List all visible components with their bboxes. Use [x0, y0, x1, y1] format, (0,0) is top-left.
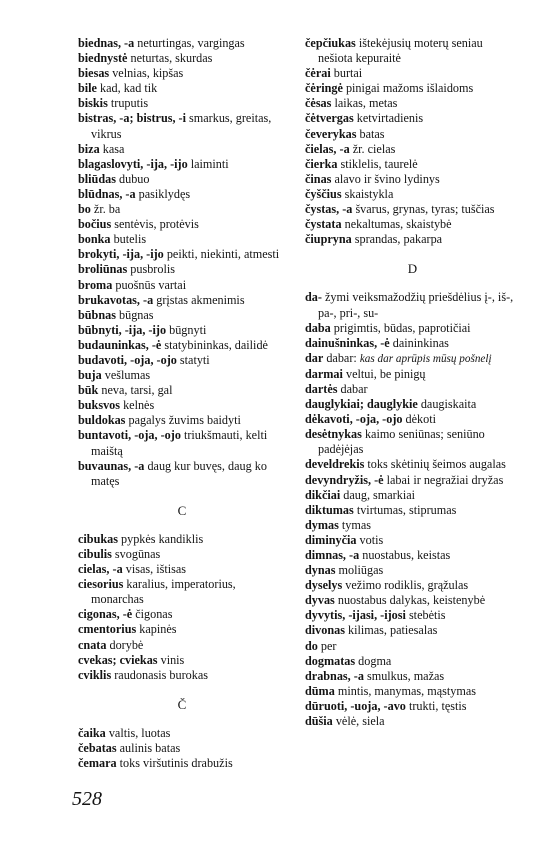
dictionary-entry [305, 563, 520, 578]
entry-definition: dabar: [323, 350, 360, 365]
entry-headword: čaika [78, 725, 106, 740]
entry-definition: per [317, 638, 337, 653]
dictionary-entry [78, 459, 286, 489]
dictionary-entry [305, 473, 520, 488]
entry-definition: velnias, kipšas [109, 66, 184, 81]
dictionary-entry [78, 726, 286, 741]
entry-definition: trukti, tęstis [405, 698, 467, 713]
entry-headword: daba [305, 320, 331, 335]
entry-headword: dikčiai [305, 487, 341, 502]
entry-definition: daug, smarkiai [340, 487, 416, 502]
dictionary-entry [305, 321, 520, 336]
entry-headword: biednas, -a [78, 36, 135, 50]
dictionary-entry [78, 562, 286, 577]
entry-definition: dogma [355, 653, 392, 668]
entry-headword: cibulis [78, 547, 112, 561]
dictionary-entry [78, 398, 286, 413]
dictionary-entry [305, 81, 520, 96]
entry-headword: čystas, -a [305, 202, 353, 217]
entry-headword: dimnas, -a [305, 548, 360, 562]
entry-definition: žr. ba [90, 202, 121, 217]
entry-definition: valtis, luotas [105, 725, 171, 740]
entry-headword: broliūnas [78, 262, 128, 277]
dictionary-entry [305, 684, 520, 699]
entry-definition: raudonasis burokas [111, 667, 208, 682]
dictionary-entry [78, 741, 286, 756]
entry-definition: vinis [157, 652, 185, 667]
entry-headword: da- [305, 290, 322, 305]
entry-headword: dar [305, 350, 324, 365]
dictionary-entry [305, 336, 520, 351]
entry-definition: alavo ir švino lydinys [331, 171, 440, 186]
entry-headword: cibukas [78, 531, 118, 546]
entry-definition: dabar [337, 381, 368, 396]
section-letter: C [177, 502, 187, 518]
dictionary-entry [78, 756, 286, 771]
dictionary-entry [78, 353, 286, 368]
entry-headword: bo [78, 202, 91, 217]
dictionary-entry [78, 247, 286, 262]
entry-definition: aulinis batas [116, 741, 181, 756]
dictionary-entry [305, 699, 520, 714]
entry-definition: statyti [176, 352, 210, 367]
entry-definition: neva, tarsi, gal [98, 383, 173, 398]
dictionary-entry [78, 668, 286, 683]
entry-definition: pasiklydęs [135, 186, 191, 201]
dictionary-entry [305, 202, 520, 217]
dictionary-entry [305, 172, 520, 187]
entry-definition: votis [356, 532, 384, 547]
entry-definition: kad, kad tik [96, 81, 158, 96]
left-column [78, 36, 286, 771]
entry-headword: diminyčia [305, 532, 357, 547]
entry-headword: čyščius [305, 186, 342, 201]
entry-headword: dėkavoti, -oja, -ojo [305, 412, 403, 427]
dictionary-entry [78, 653, 286, 668]
dictionary-entry [78, 96, 286, 111]
entry-definition: tvirtumas, stiprumas [353, 502, 457, 517]
entry-definition: pinigai mažoms išlaidoms [342, 81, 474, 96]
dictionary-entry [78, 111, 286, 141]
dictionary-entry [78, 323, 286, 338]
entry-definition: neturtas, skurdas [127, 51, 213, 66]
dictionary-entry [305, 351, 520, 367]
entry-example: kas dar aprūpis mūsų pošnelį [359, 352, 492, 365]
entry-definition: moliūgas [335, 563, 384, 578]
entry-headword: develdrekis [305, 457, 365, 472]
entry-headword: ciesorius [78, 577, 124, 592]
dictionary-entry [305, 96, 520, 111]
entry-headword: budauninkas, -ė [78, 337, 162, 352]
dictionary-entry [78, 172, 286, 187]
dictionary-entry [305, 397, 520, 412]
dictionary-entry [78, 638, 286, 653]
dictionary-entry [78, 51, 286, 66]
dictionary-entry [78, 622, 286, 637]
entry-definition: kaimo seniūnas; seniūno padėjėjas [318, 427, 485, 457]
entry-headword: dyvytis, -ijasi, -ijosi [305, 608, 406, 623]
dictionary-entry [78, 66, 286, 81]
entry-definition: triukšmauti, kelti maištą [91, 428, 268, 458]
entry-definition: puošnūs vartai [112, 277, 187, 292]
entry-headword: cielas, -a [78, 562, 123, 577]
entry-definition: būgnyti [166, 322, 207, 337]
entry-definition: skaistykla [341, 186, 394, 201]
entry-definition: ketvirtadienis [353, 111, 424, 126]
dictionary-entry [78, 278, 286, 293]
entry-definition: nuostabus dalykas, keistenybė [334, 593, 486, 608]
entry-definition: pypkės kandiklis [117, 531, 204, 546]
dictionary-entry [305, 548, 520, 563]
entry-headword: biza [78, 141, 100, 156]
dictionary-entry [78, 577, 286, 607]
entry-headword: diktumas [305, 502, 354, 517]
entry-definition: butelis [110, 232, 147, 247]
entry-headword: divonas [305, 623, 345, 638]
entry-definition: smulkus, mažas [363, 668, 445, 683]
entry-headword: biednystė [78, 51, 128, 66]
entry-headword: cnata [78, 637, 107, 652]
entry-definition: kasa [99, 141, 125, 156]
dictionary-entry [78, 532, 286, 547]
entry-headword: čystata [305, 217, 342, 232]
dictionary-entry [305, 66, 520, 81]
entry-definition: mintis, manymas, mąstymas [334, 683, 476, 698]
dictionary-entry [305, 639, 520, 654]
dictionary-entry [305, 187, 520, 202]
entry-definition: dubuo [115, 171, 150, 186]
entry-definition: pusbrolis [127, 262, 175, 277]
entry-definition: daugiskaita [417, 397, 477, 412]
entry-definition: veltui, be pinigų [342, 366, 426, 381]
dictionary-entry [305, 623, 520, 638]
entry-headword: čėsas [305, 96, 332, 111]
dictionary-entry [305, 367, 520, 382]
dictionary-entry [78, 262, 286, 277]
dictionary-entry [305, 382, 520, 397]
entry-headword: cigonas, -ė [78, 607, 133, 622]
dictionary-entry [305, 157, 520, 172]
dictionary-entry [78, 36, 286, 51]
entry-definition: vežimo rodiklis, grąžulas [342, 578, 469, 593]
dictionary-entry [305, 578, 520, 593]
entry-headword: dūruoti, -uoja, -avo [305, 698, 406, 713]
dictionary-entry [78, 547, 286, 562]
entry-definition: toks skėtinių šeimos augalas [364, 457, 506, 472]
entry-headword: bliūdas [78, 171, 116, 186]
entry-headword: biesas [78, 66, 110, 81]
dictionary-entry [78, 413, 286, 428]
dictionary-entry [305, 518, 520, 533]
entry-headword: čielas, -a [305, 141, 350, 156]
dictionary-entry [78, 383, 286, 398]
entry-headword: dūma [305, 683, 335, 698]
entry-headword: čėtvergas [305, 111, 354, 126]
dictionary-entry [305, 654, 520, 669]
entry-headword: cvekas; cviekas [78, 652, 158, 667]
section-letter: D [407, 261, 418, 277]
entry-headword: bočius [78, 217, 112, 232]
entry-headword: čierka [305, 156, 338, 171]
entry-definition: žymi veiksmažodžių priešdėlius į-, iš-, pa-, pri-, su- [318, 290, 514, 320]
dictionary-entry [78, 232, 286, 247]
entry-definition: dorybė [106, 637, 144, 652]
entry-definition: nekaltumas, skaistybė [341, 217, 452, 232]
dictionary-entry [305, 457, 520, 472]
entry-headword: čemara [78, 756, 117, 771]
dictionary-entry [305, 111, 520, 126]
entry-definition: laikas, metas [331, 96, 398, 111]
entry-headword: buvaunas, -a [78, 458, 145, 473]
page-number: 528 [72, 788, 102, 810]
dictionary-entry [78, 202, 286, 217]
entry-definition: truputis [107, 96, 149, 111]
entry-headword: dyselys [305, 578, 343, 593]
entry-definition: dėkoti [402, 412, 437, 427]
entry-headword: buksvos [78, 398, 121, 413]
entry-headword: činas [305, 171, 332, 186]
dictionary-entry [305, 503, 520, 518]
entry-headword: dainušninkas, -ė [305, 335, 390, 350]
entry-definition: kapinės [136, 622, 177, 637]
dictionary-entry [305, 142, 520, 157]
dictionary-entry [78, 428, 286, 458]
entry-definition: neturtingas, vargingas [134, 36, 245, 50]
dictionary-entry [305, 669, 520, 684]
entry-headword: buldokas [78, 413, 126, 428]
entry-headword: čebatas [78, 741, 117, 756]
entry-definition: grįstas akmenimis [153, 292, 245, 307]
entry-headword: dynas [305, 563, 336, 578]
entry-definition: vėlė, siela [332, 714, 385, 729]
entry-headword: čėringė [305, 81, 343, 96]
entry-headword: drabnas, -a [305, 668, 364, 683]
entry-definition: švarus, grynas, tyras; tuščias [352, 202, 495, 217]
dictionary-entry [78, 81, 286, 96]
entry-headword: broma [78, 277, 113, 292]
entry-headword: būbnas [78, 307, 116, 322]
entry-headword: čėrai [305, 66, 331, 81]
dictionary-entry [305, 608, 520, 623]
dictionary-entry [78, 142, 286, 157]
entry-definition: pagalys žuvims baidyti [125, 413, 241, 428]
dictionary-entry [305, 232, 520, 247]
entry-definition: stebėtis [405, 608, 446, 623]
entry-definition: nuostabus, keistas [359, 548, 451, 562]
entry-headword: čepčiukas [305, 36, 356, 50]
entry-headword: do [305, 638, 318, 653]
entry-definition: sprandas, pakarpa [351, 232, 443, 247]
entry-definition: prigimtis, būdas, paprotičiai [330, 320, 471, 335]
dictionary-entry [305, 412, 520, 427]
entry-definition: laiminti [187, 156, 229, 171]
entry-definition: statybininkas, dailidė [161, 337, 268, 352]
entry-definition: peikti, niekinti, atmesti [163, 247, 280, 262]
entry-headword: dogmatas [305, 653, 356, 668]
dictionary-entry [78, 293, 286, 308]
entry-definition: ištekėjusių moterų seniau nešiota kepuraitė [318, 36, 483, 66]
entry-definition: kilimas, patiesalas [344, 623, 438, 638]
dictionary-entry [78, 607, 286, 622]
dictionary-entry [305, 533, 520, 548]
entry-headword: biskis [78, 96, 108, 111]
entry-headword: čeverykas [305, 126, 357, 141]
entry-headword: cmentorius [78, 622, 137, 637]
entry-definition: kelnės [120, 398, 155, 413]
entry-headword: budavoti, -oja, -ojo [78, 352, 177, 367]
entry-definition: burtai [330, 66, 363, 81]
entry-definition: stiklelis, taurelė [337, 156, 418, 171]
dictionary-entry [78, 187, 286, 202]
dictionary-entry [78, 338, 286, 353]
entry-definition: toks viršutinis drabužis [116, 756, 233, 771]
dictionary-entry [305, 290, 520, 320]
dictionary-entry [305, 127, 520, 142]
entry-headword: buntavoti, -oja, -ojo [78, 428, 181, 443]
entry-definition: svogūnas [111, 547, 161, 561]
entry-headword: devyndryžis, -ė [305, 472, 384, 487]
dictionary-entry [78, 217, 286, 232]
entry-headword: būbnyti, -ija, -ijo [78, 322, 167, 337]
entry-definition: būgnas [115, 307, 154, 322]
entry-definition: sentėvis, protėvis [111, 217, 199, 232]
dictionary-entry [305, 427, 520, 457]
dictionary-entry [78, 368, 286, 383]
entry-headword: dartės [305, 381, 338, 396]
entry-headword: darmai [305, 366, 343, 381]
entry-headword: bile [78, 81, 97, 96]
entry-headword: dyvas [305, 593, 335, 608]
entry-headword: dauglykiai; dauglykie [305, 397, 418, 412]
section-letter: Č [177, 696, 187, 712]
entry-headword: bonka [78, 232, 111, 247]
entry-definition: žr. cielas [349, 141, 396, 156]
entry-headword: blagaslovyti, -ija, -ijo [78, 156, 188, 171]
dictionary-entry [305, 714, 520, 729]
entry-definition: vešlumas [101, 368, 151, 383]
entry-headword: bistras, -a; bistrus, -i [78, 111, 186, 126]
entry-headword: dymas [305, 517, 339, 532]
entry-definition: visas, ištisas [122, 562, 186, 577]
entry-definition: daininkinas [389, 335, 449, 350]
entry-definition: smarkus, greitas, vikrus [91, 111, 272, 141]
entry-headword: desėtnykas [305, 427, 362, 442]
entry-definition: karalius, imperatorius, monarchas [91, 577, 236, 607]
right-column [305, 36, 520, 729]
dictionary-entry [305, 36, 520, 66]
entry-definition: batas [356, 126, 385, 141]
entry-definition: labai ir negražiai dryžas [383, 472, 504, 487]
dictionary-entry [78, 308, 286, 323]
entry-headword: blūdnas, -a [78, 186, 136, 201]
entry-headword: brukavotas, -a [78, 292, 154, 307]
dictionary-entry [305, 217, 520, 232]
entry-definition: daug kur buvęs, daug ko matęs [91, 458, 267, 488]
entry-headword: cviklis [78, 667, 112, 682]
entry-definition: tymas [338, 517, 372, 532]
entry-headword: čiupryna [305, 232, 352, 247]
entry-headword: dūšia [305, 714, 333, 729]
dictionary-entry [78, 157, 286, 172]
entry-headword: buja [78, 368, 102, 383]
entry-definition: čigonas [132, 607, 173, 622]
entry-headword: būk [78, 383, 99, 398]
entry-headword: brokyti, -ija, -ijo [78, 247, 164, 262]
dictionary-entry [305, 593, 520, 608]
dictionary-entry [305, 488, 520, 503]
